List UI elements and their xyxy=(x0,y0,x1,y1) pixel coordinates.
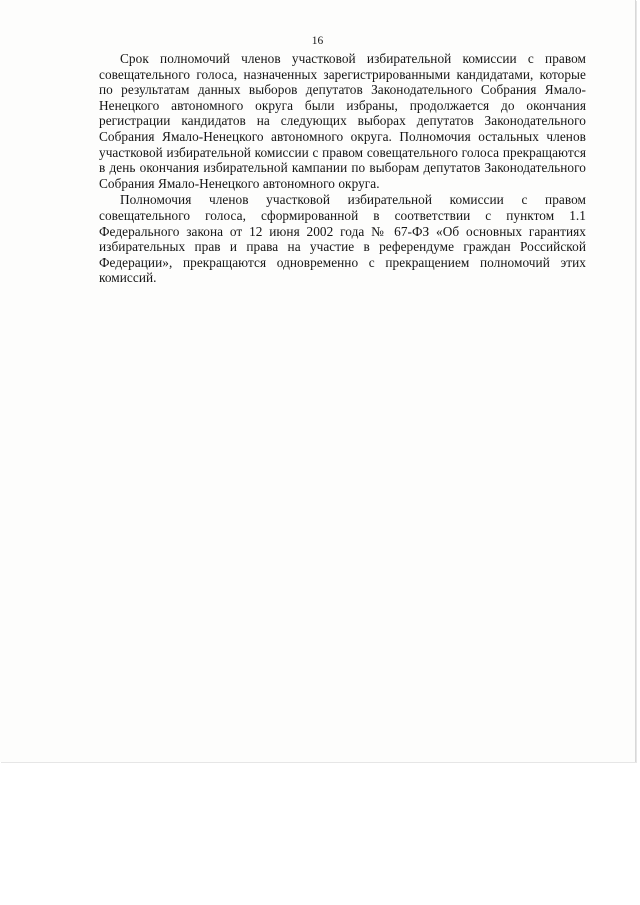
document-body xyxy=(99,51,586,286)
page-number: 16 xyxy=(311,35,324,47)
paragraph-term-of-office: Срок полномочий членов участковой избирательной комиссии с правом совещательного голоса, назначенных зарегистрированными кандидатами, которые по результатам данных выборов депутатов Законодательного Собрания Ямало-Ненецкого автономного округа были избраны, продолжается до окончания регистрации кандидатов на следующих выборах депутатов Законодательного Собрания Ямало-Ненецкого автономного округа. Полномочия остальных членов участковой избирательной комиссии с правом совещательного голоса прекращаются в день окончания избирательной кампании по выборам депутатов Законодательного Собрания Ямало-Ненецкого автономного округа. xyxy=(99,51,586,191)
paragraph-powers-termination: Полномочия членов участковой избирательной комиссии с правом совещательного голоса, сформированной в соответствии с пунктом 1.1 Федерального закона от 12 июня 2002 года № 67-ФЗ «Об основных гарантиях избирательных прав и права на участие в референдуме граждан Российской Федерации», прекращаются одновременно с прекращением полномочий этих комиссий. xyxy=(99,192,586,286)
